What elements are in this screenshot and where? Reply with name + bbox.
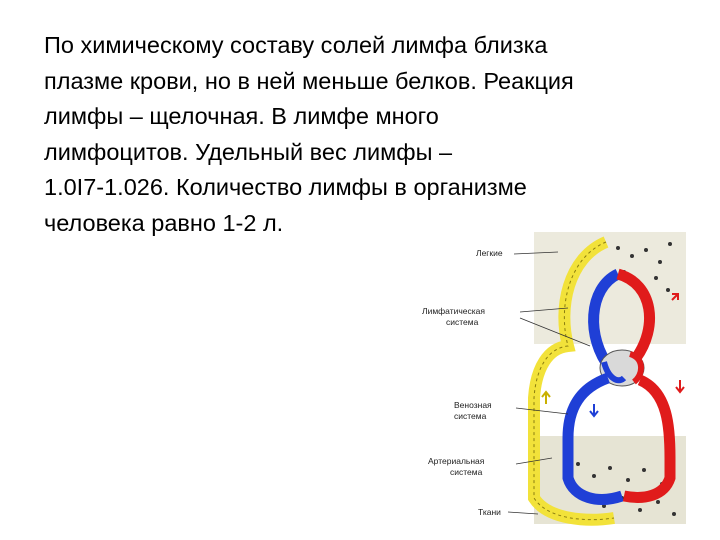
lymph-circulation-diagram <box>418 228 688 528</box>
paragraph-line-3: лимфы – щелочная. В лимфе много <box>44 103 439 129</box>
label-arterial-system-line2: система <box>450 467 483 477</box>
label-lymph-system-line1: Лимфатическая <box>422 306 485 316</box>
label-arterial-system-line1: Артериальная <box>428 456 485 466</box>
arrow-down-icon <box>590 404 598 416</box>
label-venous-system-line1: Венозная <box>454 400 492 410</box>
label-lungs: Легкие <box>476 248 503 258</box>
circulation-illustration <box>418 228 688 528</box>
lung-tissue-area <box>534 232 686 344</box>
label-venous-system-line2: система <box>454 411 487 421</box>
arrow-down-icon <box>676 380 684 392</box>
label-lymph-system-line2: система <box>446 317 479 327</box>
paragraph-line-4: лимфоцитов. Удельный вес лимфы – <box>44 138 453 165</box>
paragraph-line-2: плазме крови, но в ней меньше белков. Реакция <box>44 67 574 94</box>
paragraph-line-5: 1.0I7-1.026. Количество лимфы в организме <box>44 174 527 200</box>
paragraph-line-1: По химическому составу солей лимфа близка <box>44 32 548 58</box>
paragraph-line-6: человека равно 1-2 л. <box>44 209 284 236</box>
paragraph <box>44 28 704 241</box>
arrow-up-icon <box>542 392 550 404</box>
label-tissues: Ткани <box>478 507 501 517</box>
